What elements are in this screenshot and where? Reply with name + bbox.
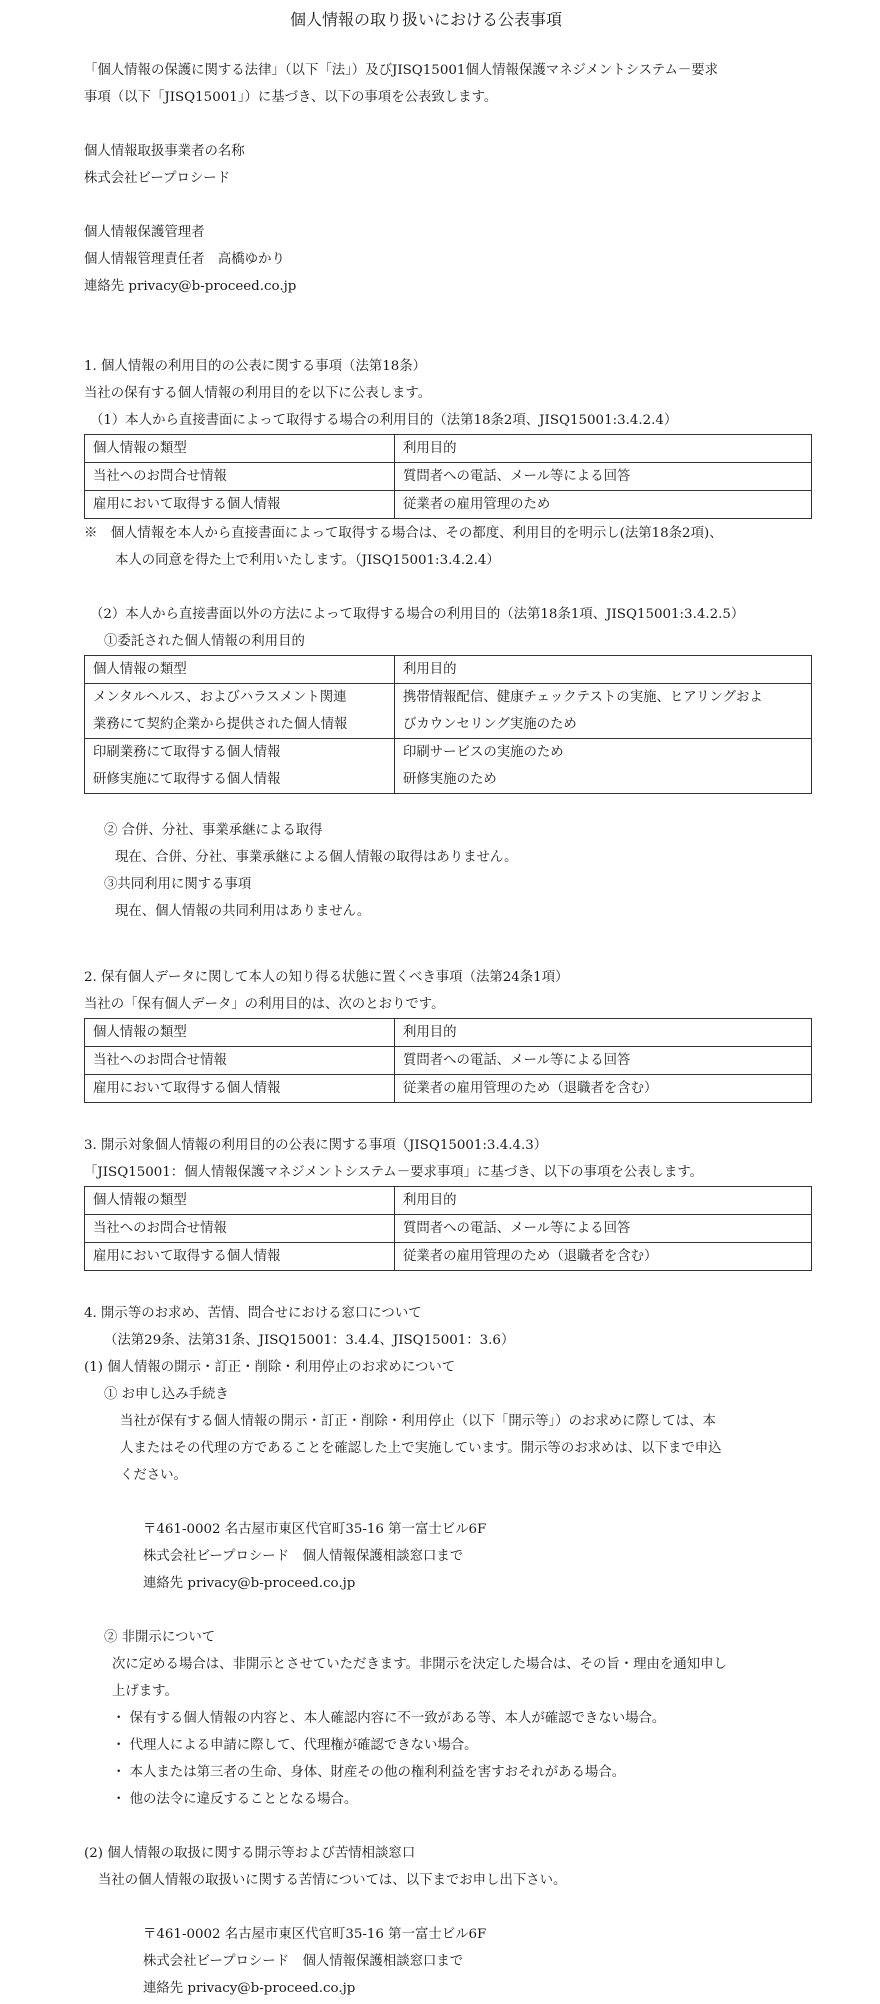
table-header-cell: 利用目的 [395,1187,812,1215]
address-postal: 〒461-0002 名古屋市東区代官町35-16 第一富士ビル6F [143,1522,487,1537]
cell-line: 研修実施にて取得する個人情報 [93,772,281,787]
table-cell: 従業者の雇用管理のため [395,491,812,519]
section-2-desc: 当社の「保有個人データ」の利用目的は、次のとおりです。 [84,997,445,1012]
table-cell: 質問者への電話、メール等による回答 [395,1047,812,1075]
table-header-row [85,1187,812,1215]
cell-line: びカウンセリング実施のため [403,717,577,732]
section-4-heading: 4. 開示等のお求め、苦情、問合せにおける窓口について [84,1306,422,1321]
section-1-heading: 1. 個人情報の利用目的の公表に関する事項（法第18条） [84,359,427,374]
table-row [85,684,812,739]
section-1-sub2: （2）本人から直接書面以外の方法によって取得する場合の利用目的（法第18条1項、JISQ15001:3.4.2.5） [90,607,745,622]
operator-label: 個人情報取扱事業者の名称 [84,144,245,159]
cell-line: 研修実施のため [403,772,497,787]
table-row [85,463,812,491]
table-cell: 雇用において取得する個人情報 [85,1075,395,1103]
table-cell: 当社へのお問合せ情報 [85,463,395,491]
table-header-row [85,656,812,684]
bullet-item: ・ 本人または第三者の生命、身体、財産その他の権利利益を害すおそれがある場合。 [112,1765,626,1780]
section-1-sub2c-text: 現在、個人情報の共同利用はありません。 [115,904,371,919]
table-cell [395,684,812,739]
table-cell: 雇用において取得する個人情報 [85,491,395,519]
section-4-heading-sub: （法第29条、法第31条、JISQ15001：3.4.4、JISQ15001：3.6） [104,1333,515,1348]
table-cell: 質問者への電話、メール等による回答 [395,463,812,491]
cell-line: 業務にて契約企業から提供された個人情報 [93,717,348,732]
address-company: 株式会社ビープロシード 個人情報保護相談窓口まで [143,1954,464,1969]
cell-line: 印刷サービスの実施のため [403,745,564,760]
section-4-p1b-text: 次に定める場合は、非開示とさせていただきます。非開示を決定した場合は、その旨・理由を通知申し [112,1657,727,1672]
address-postal: 〒461-0002 名古屋市東区代官町35-16 第一富士ビル6F [143,1927,487,1942]
table-header-cell: 個人情報の類型 [85,656,395,684]
section-1-sub2b-text: 現在、合併、分社、事業承継による個人情報の取得はありません。 [115,850,518,865]
section-1-sub1: （1）本人から直接書面によって取得する場合の利用目的（法第18条2項、JISQ15001:3.4.2.4） [90,413,678,428]
bullet-item: ・ 他の法令に違反することとなる場合。 [112,1792,358,1807]
section-4-p1a-text: 人またはその代理の方であることを確認した上で実施しています。開示等のお求めは、以下まで申込 [120,1441,722,1456]
section-4-p1a-text: ください。 [120,1468,187,1483]
table-row [85,1075,812,1103]
purpose-table-direct-written [84,434,812,519]
address-contact: 連絡先 privacy@b-proceed.co.jp [143,1981,356,1996]
table-header-cell: 個人情報の類型 [85,1019,395,1047]
table-cell: 従業者の雇用管理のため（退職者を含む） [395,1075,812,1103]
table-cell [395,739,812,794]
section-4-p1a: ① お申し込み手続き [104,1387,229,1402]
table-cell [85,739,395,794]
section-3-heading: 3. 開示対象個人情報の利用目的の公表に関する事項（JISQ15001:3.4.4.3） [84,1138,548,1153]
table-cell: 従業者の雇用管理のため（退職者を含む） [395,1243,812,1271]
section-2-heading: 2. 保有個人データに関して本人の知り得る状態に置くべき事項（法第24条1項） [84,970,569,985]
table-header-cell: 個人情報の類型 [85,435,395,463]
table-header-cell: 個人情報の類型 [85,1187,395,1215]
section-4-p1b-text: 上げます。 [112,1684,178,1699]
table-cell: 雇用において取得する個人情報 [85,1243,395,1271]
disclosure-purpose-table [84,1186,812,1271]
intro-line: 「個人情報の保護に関する法律」（以下「法」）及びJISQ15001個人情報保護マネジメントシステム－要求 [84,63,719,78]
section-4-p2: (2) 個人情報の取扱に関する開示等および苦情相談窓口 [84,1846,416,1861]
page-title: 個人情報の取り扱いにおける公表事項 [290,10,563,29]
table-row [85,1243,812,1271]
cell-line: 携帯情報配信、健康チェックテストの実施、ヒアリングおよ [403,690,763,705]
table-cell [85,684,395,739]
section-1-desc: 当社の保有する個人情報の利用目的を以下に公表します。 [84,386,432,401]
purpose-table-entrusted [84,655,812,794]
section-1-sub2a: ①委託された個人情報の利用目的 [104,634,305,649]
retained-data-table [84,1018,812,1103]
table-header-cell: 利用目的 [395,656,812,684]
address-contact: 連絡先 privacy@b-proceed.co.jp [143,1576,356,1591]
address-company: 株式会社ビープロシード 個人情報保護相談窓口まで [143,1549,464,1564]
operator-name: 株式会社ビープロシード [84,171,231,186]
cell-line: 印刷業務にて取得する個人情報 [93,745,281,760]
table-header-cell: 利用目的 [395,435,812,463]
bullet-item: ・ 代理人による申請に際して、代理権が確認できない場合。 [112,1738,478,1753]
table-cell: 当社へのお問合せ情報 [85,1215,395,1243]
table-cell: 質問者への電話、メール等による回答 [395,1215,812,1243]
section-4-p1a-text: 当社が保有する個人情報の開示・訂正・削除・利用停止（以下「開示等」）のお求めに際しては、本 [120,1414,716,1429]
section-4-p1: (1) 個人情報の開示・訂正・削除・利用停止のお求めについて [84,1360,456,1375]
note-line: ※ 個人情報を本人から直接書面によって取得する場合は、その都度、利用目的を明示し(法第18条2項)、 [84,526,723,541]
note-line: 本人の同意を得た上で利用いたします。（JISQ15001:3.4.2.4） [115,553,500,568]
table-row [85,491,812,519]
bullet-item: ・ 保有する個人情報の内容と、本人確認内容に不一致がある等、本人が確認できない場合。 [112,1711,666,1726]
section-4-p2-text: 当社の個人情報の取扱いに関する苦情については、以下までお申し出下さい。 [98,1873,567,1888]
manager-responsible: 個人情報管理責任者 高橋ゆかり [84,252,285,267]
section-1-sub2c: ③共同利用に関する事項 [104,877,252,892]
cell-line: メンタルヘルス、およびハラスメント関連 [93,690,347,705]
table-row [85,739,812,794]
table-cell: 当社へのお問合せ情報 [85,1047,395,1075]
manager-contact: 連絡先 privacy@b-proceed.co.jp [84,279,297,294]
section-1-sub2b: ② 合併、分社、事業承継による取得 [104,823,323,838]
intro-line: 事項（以下「JISQ15001」）に基づき、以下の事項を公表致します。 [84,90,498,105]
table-row [85,1047,812,1075]
table-header-cell: 利用目的 [395,1019,812,1047]
section-3-desc: 「JISQ15001：個人情報保護マネジメントシステム－要求事項」に基づき、以下の事項を公表します。 [84,1165,704,1180]
table-row [85,1215,812,1243]
manager-label: 個人情報保護管理者 [84,225,205,240]
table-header-row [85,1019,812,1047]
table-header-row [85,435,812,463]
section-4-p1b: ② 非開示について [104,1630,216,1645]
